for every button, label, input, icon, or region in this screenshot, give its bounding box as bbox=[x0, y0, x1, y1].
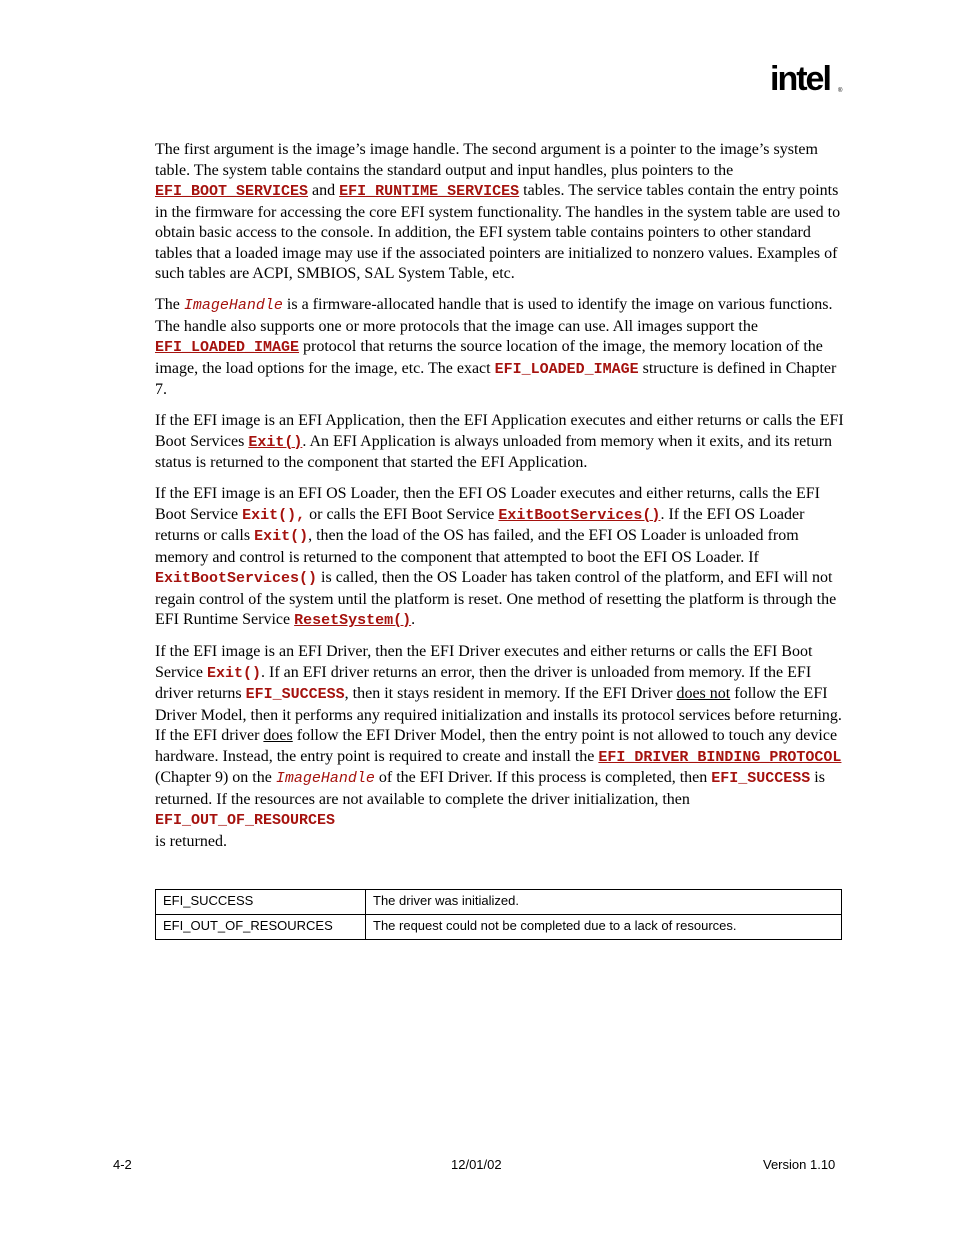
intel-logo bbox=[770, 58, 850, 108]
footer-date: 12/01/02 bbox=[451, 1157, 502, 1172]
efi-success-term: EFI_SUCCESS bbox=[711, 770, 811, 787]
efi-loaded-image-term: EFI_LOADED_IMAGE bbox=[494, 360, 639, 378]
exit-link[interactable]: Exit() bbox=[248, 433, 303, 451]
efi-runtime-services-link[interactable]: EFI_RUNTIME_SERVICES bbox=[339, 183, 520, 200]
status-codes-table bbox=[155, 889, 842, 940]
status-code-cell: EFI_OUT_OF_RESOURCES bbox=[156, 915, 366, 940]
image-handle-term: ImageHandle bbox=[183, 297, 283, 314]
paragraph-driver: If the EFI image is an EFI Driver, then the EFI Driver executes and either returns or calls the EFI Boot Service Exit(). If an EFI driver returns an error, then the driver is unloaded from memory. If the EFI driver returns EFI_SUCCESS, then it stays resident in memory. If the EFI Driver does not follow the EFI Driver Model, then it performs any required initialization and installs its protocol services before returning. If the EFI driver does follow the EFI Driver Model, then the entry point is not allowed to touch any device hardware. Instead, the entry point is required to create and install the EFI_DRIVER_BINDING_PROTOCOL (Chapter 9) on the ImageHandle of the EFI Driver. If this process is completed, then EFI_SUCCESS is returned. If the resources are not available to complete the driver initialization, then EFI_OUT_OF_RESOURCES is returned. bbox=[155, 643, 842, 850]
status-description-cell: The request could not be completed due to a lack of resources. bbox=[366, 915, 842, 940]
efi-loaded-image-link[interactable]: EFI_LOADED_IMAGE bbox=[155, 339, 300, 356]
efi-boot-services-link[interactable]: EFI_BOOT_SERVICES bbox=[155, 183, 309, 200]
exit-boot-services-term: ExitBootServices() bbox=[155, 570, 318, 587]
does-emphasis: does bbox=[263, 727, 293, 744]
status-code-cell: EFI_SUCCESS bbox=[156, 890, 366, 915]
exit-term: Exit() bbox=[254, 528, 309, 545]
reset-system-link[interactable]: ResetSystem() bbox=[294, 612, 412, 629]
paragraph-application: If the EFI image is an EFI Application, then the EFI Application executes and either returns or calls the EFI Boot Services Exit(). An EFI Application is always unloaded from memory when it exits, and its return status is returned to the component that started the EFI Application. bbox=[155, 412, 844, 471]
image-handle-term: ImageHandle bbox=[275, 770, 375, 787]
paragraph-arguments: The first argument is the image’s image handle. The second argument is a pointer to the image’s system table. The system table contains the standard output and input handles, plus pointers to the EFI_BOOT_SERVICES and EFI_RUNTIME_SERVICES tables. The service tables contain the entry points in the firmware for accessing the core EFI system functionality. The handles in the system table are used to obtain basic access to the console. In addition, the EFI system table contains pointers to other standard tables that a loaded image may use if the associated pointers are initialized to nonzero values. Examples of such tables are ACPI, SMBIOS, SAL System Table, etc. bbox=[155, 141, 841, 282]
footer-version: Version 1.10 bbox=[763, 1157, 836, 1172]
page-number: 4-2 bbox=[113, 1157, 132, 1172]
svg-text:®: ® bbox=[838, 88, 843, 94]
does-not-emphasis: does not bbox=[676, 685, 731, 702]
table-row bbox=[156, 915, 842, 940]
efi-out-of-resources-term: EFI_OUT_OF_RESOURCES bbox=[155, 812, 336, 829]
driver-binding-protocol-link[interactable]: EFI_DRIVER_BINDING_PROTOCOL bbox=[598, 748, 842, 766]
body-text bbox=[155, 140, 845, 863]
exit-term: Exit() bbox=[206, 664, 261, 682]
status-description-cell: The driver was initialized. bbox=[366, 890, 842, 915]
svg-text:intel: intel bbox=[770, 60, 830, 98]
exit-term: Exit(), bbox=[242, 506, 306, 524]
efi-success-term: EFI_SUCCESS bbox=[245, 686, 345, 703]
exit-boot-services-link[interactable]: ExitBootServices() bbox=[498, 506, 661, 524]
paragraph-image-handle: The ImageHandle is a firmware-allocated handle that is used to identify the image on various functions. The handle also supports one or more protocols that the image can use. All images support the EFI_LOADED_IMAGE protocol that returns the source location of the image, the memory location of the image, the load options for the image, etc. The exact EFI_LOADED_IMAGE structure is defined in Chapter 7. bbox=[155, 296, 837, 398]
paragraph-os-loader: If the EFI image is an EFI OS Loader, then the EFI OS Loader executes and either returns, calls the EFI Boot Service Exit(), or calls the EFI Boot Service ExitBootServices(). If the EFI OS Loader returns or calls Exit(), then the load of the OS has failed, and the EFI OS Loader is unloaded from memory and control is returned to the component that attempted to boot the EFI OS Loader. If ExitBootServices() is called, then the OS Loader has taken control of the platform, and EFI will not regain control of the system until the platform is reset. One method of resetting the platform is through the EFI Runtime Service ResetSystem(). bbox=[155, 485, 837, 629]
table-row bbox=[156, 890, 842, 915]
